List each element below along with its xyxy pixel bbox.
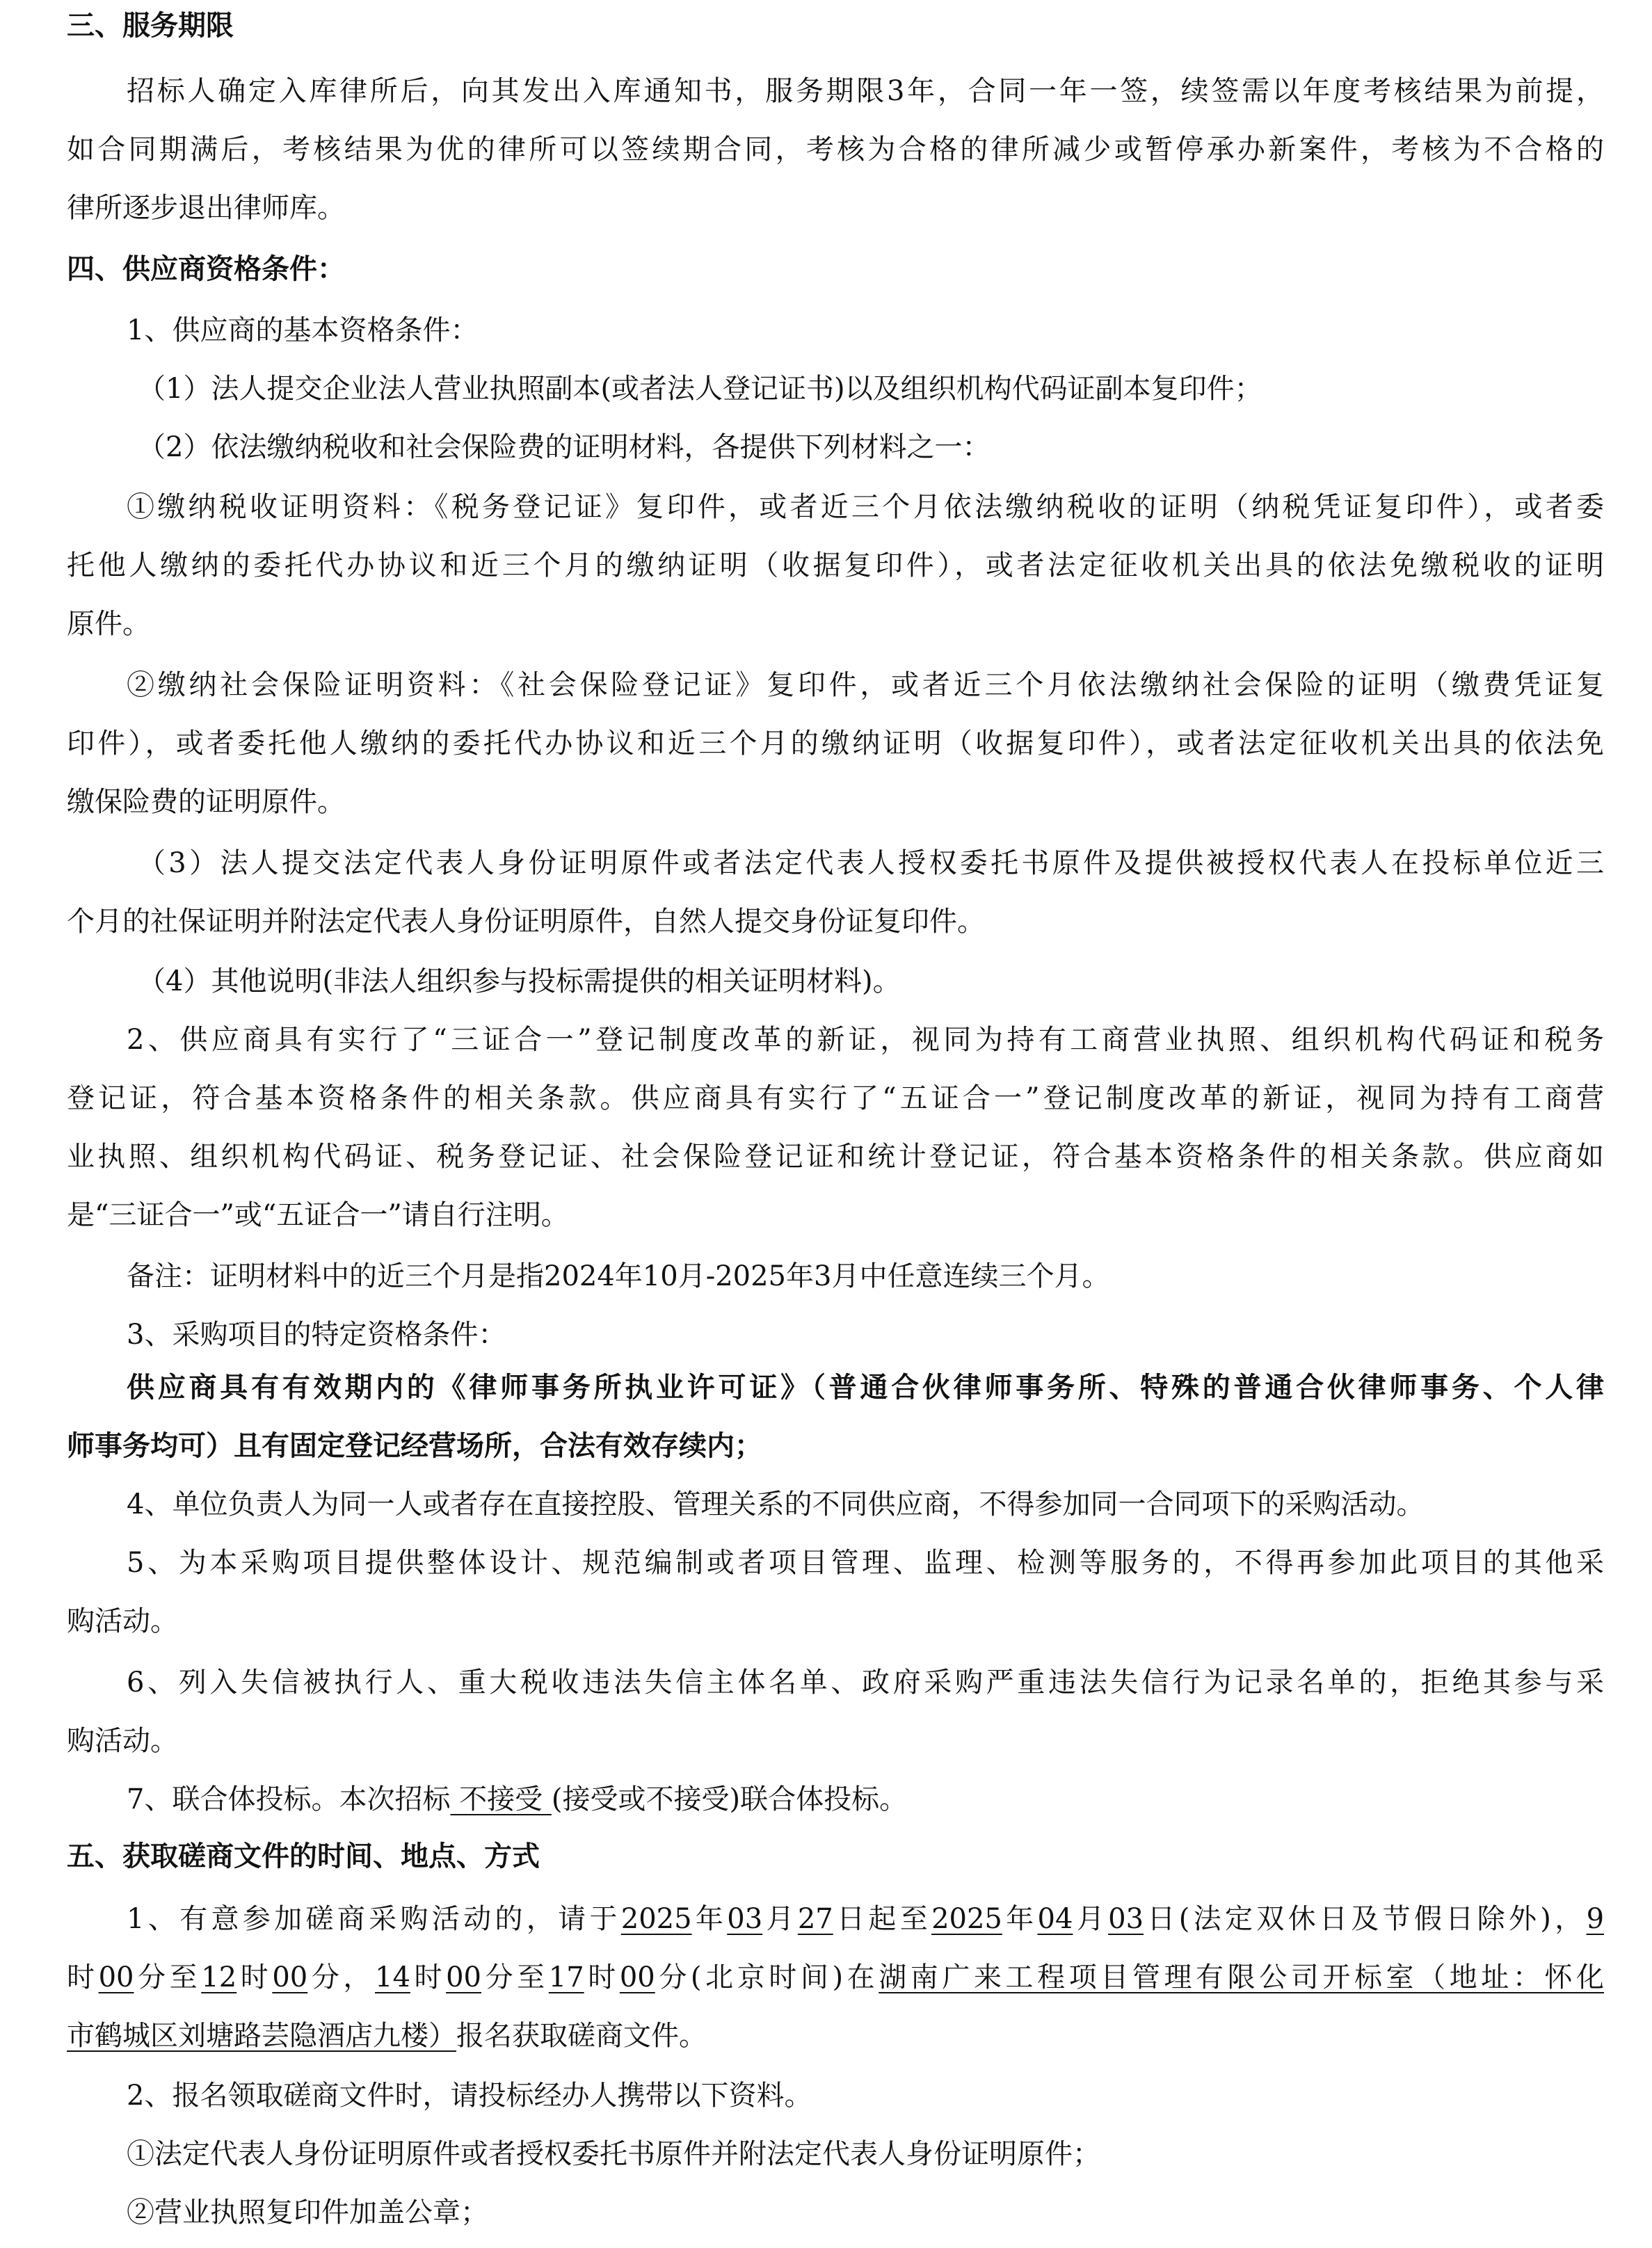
text: 月 — [762, 1903, 798, 1935]
registration-material-1: ①法定代表人身份证明原件或者授权委托书原件并附法定代表人身份证明原件； — [127, 2138, 1100, 2170]
registration-materials-heading: 2、报名领取磋商文件时，请投标经办人携带以下资料。 — [127, 2080, 812, 2112]
end-day: 03 — [1108, 1903, 1144, 1935]
section-3-title: 三、服务期限 — [67, 10, 234, 42]
text: 年 — [1002, 1903, 1038, 1935]
qualification-item-2: （2）依法缴纳税收和社会保险费的证明材料，各提供下列材料之一： — [138, 431, 991, 463]
end-month: 04 — [1037, 1903, 1073, 1935]
qualification-rule-5-line: 5、为本采购项目提供整体设计、规范编制或者项目管理、监理、检测等服务的，不得再参加此项目的其他采 — [127, 1547, 1604, 1579]
insurance-proof-line: ②缴纳社会保险证明资料：《社会保险登记证》复印件，或者近三个月依法缴纳社会保险的证明（缴费凭证复 — [127, 669, 1604, 701]
certificate-merge-line: 业执照、组织机构代码证、税务登记证、社会保险登记证和统计登记证，符合基本资格条件的相关条款。供应商如 — [67, 1141, 1604, 1173]
insurance-proof-line: 印件），或者委托他人缴纳的委托代办协议和近三个月的缴纳证明（收据复印件），或者法定征收机关出具的依法免 — [67, 728, 1604, 760]
specific-qualification-bold-line: 师事务均可）且有固定登记经营场所，合法有效存续内； — [67, 1429, 762, 1462]
qualification-item-1: （1）法人提交企业法人营业执照副本(或者法人登记证书)以及组织机构代码证副本复印件； — [138, 373, 1262, 405]
end-year: 2025 — [931, 1903, 1002, 1935]
acquisition-time-line — [67, 1957, 1604, 1998]
section-4-title: 四、供应商资格条件： — [67, 253, 345, 285]
specific-qualification-heading: 3、采购项目的特定资格条件： — [127, 1319, 506, 1351]
text: 分至 — [481, 1961, 549, 1993]
minute-4: 00 — [619, 1961, 655, 1993]
venue-address: 市鹤城区刘塘路芸隐酒店九楼） — [67, 2020, 456, 2052]
minute-3: 00 — [446, 1961, 481, 1993]
text: 年 — [691, 1903, 728, 1935]
insurance-proof-line: 缴保险费的证明原件。 — [67, 786, 345, 818]
consortium-prefix: 7、联合体投标。本次招标 — [127, 1783, 451, 1815]
text: 分至 — [134, 1961, 202, 1993]
minute-2: 00 — [272, 1961, 308, 1993]
certificate-merge-line: 登记证，符合基本资格条件的相关条款。供应商具有实行了“五证合一”登记制度改革的新证，视同为持有工商营 — [67, 1082, 1604, 1114]
tax-proof-line: 原件。 — [67, 608, 150, 640]
note-line: 备注：证明材料中的近三个月是指2024年10月-2025年3月中任意连续三个月。 — [127, 1260, 1110, 1292]
text: 分(北京时间)在 — [655, 1961, 879, 1993]
consortium-value: 不接受 — [450, 1783, 552, 1815]
acquisition-time-line — [127, 1899, 1604, 1939]
text: 时 — [67, 1961, 99, 1993]
text: 分， — [307, 1961, 376, 1993]
hour-2: 12 — [201, 1961, 237, 1993]
qualification-item-4: （4）其他说明(非法人组织参与投标需提供的相关证明材料)。 — [138, 965, 901, 997]
acquisition-time-line — [67, 2016, 1604, 2056]
qualification-item-3-line: （3）法人提交法定代表人身份证明原件或者法定代表人授权委托书原件及提供被授权代表人在投标单位近三 — [138, 847, 1604, 879]
minute-1: 00 — [98, 1961, 134, 1993]
text: 时 — [236, 1961, 273, 1993]
consortium-suffix: (接受或不接受)联合体投标。 — [551, 1783, 908, 1815]
registration-material-2: ②营业执照复印件加盖公章； — [127, 2197, 488, 2229]
tax-proof-line: ①缴纳税收证明资料：《税务登记证》复印件，或者近三个月依法缴纳税收的证明（纳税凭证复印件），或者委 — [127, 491, 1604, 523]
hour-3: 14 — [375, 1961, 410, 1993]
section-5-title: 五、获取磋商文件的时间、地点、方式 — [67, 1840, 540, 1872]
venue-address: 湖南广来工程项目管理有限公司开标室（地址：怀化 — [879, 1961, 1605, 1993]
basic-qualification-heading: 1、供应商的基本资格条件： — [127, 314, 479, 346]
text: 时 — [410, 1961, 447, 1993]
certificate-merge-line: 2、供应商具有实行了“三证合一”登记制度改革的新证，视同为持有工商营业执照、组织机构代码证和税务 — [127, 1024, 1604, 1056]
start-day: 27 — [797, 1903, 833, 1935]
tax-proof-line: 托他人缴纳的委托代办协议和近三个月的缴纳证明（收据复印件），或者法定征收机关出具的依法免缴税收的证明 — [67, 549, 1604, 581]
text: 1、有意参加磋商采购活动的，请于 — [127, 1903, 621, 1935]
text: 时 — [584, 1961, 620, 1993]
specific-qualification-bold-line: 供应商具有有效期内的《律师事务所执业许可证》（普通合伙律师事务所、特殊的普通合伙律师事务、个人律 — [127, 1371, 1604, 1404]
section-3-paragraph-line: 招标人确定入库律所后，向其发出入库通知书，服务期限3年，合同一年一签，续签需以年度考核结果为前提， — [127, 75, 1604, 107]
qualification-item-3-line: 个月的社保证明并附法定代表人身份证明原件，自然人提交身份证复印件。 — [67, 906, 985, 938]
start-month: 03 — [727, 1903, 763, 1935]
hour-4: 17 — [548, 1961, 584, 1993]
consortium-bid-line — [127, 1779, 1604, 1820]
text: 日(法定双休日及节假日除外)， — [1144, 1903, 1587, 1935]
qualification-rule-6-line: 6、列入失信被执行人、重大税收违法失信主体名单、政府采购严重违法失信行为记录名单的，拒绝其参与采 — [127, 1667, 1604, 1699]
start-year: 2025 — [620, 1903, 692, 1935]
certificate-merge-line: 是“三证合一”或“五证合一”请自行注明。 — [67, 1199, 569, 1231]
section-3-paragraph-line: 如合同期满后，考核结果为优的律所可以签续期合同，考核为合格的律所减少或暂停承办新案件，考核为不合格的 — [67, 134, 1604, 166]
text: 报名获取磋商文件。 — [456, 2020, 707, 2052]
qualification-rule-5-line: 购活动。 — [67, 1605, 178, 1637]
text: 日起至 — [833, 1903, 932, 1935]
section-3-paragraph-line: 律所逐步退出律师库。 — [67, 192, 345, 224]
qualification-rule-6-line: 购活动。 — [67, 1725, 178, 1757]
qualification-rule-4: 4、单位负责人为同一人或者存在直接控股、管理关系的不同供应商，不得参加同一合同项下的采购活动。 — [127, 1488, 1425, 1520]
text: 月 — [1073, 1903, 1109, 1935]
hour-1: 9 — [1586, 1903, 1605, 1935]
